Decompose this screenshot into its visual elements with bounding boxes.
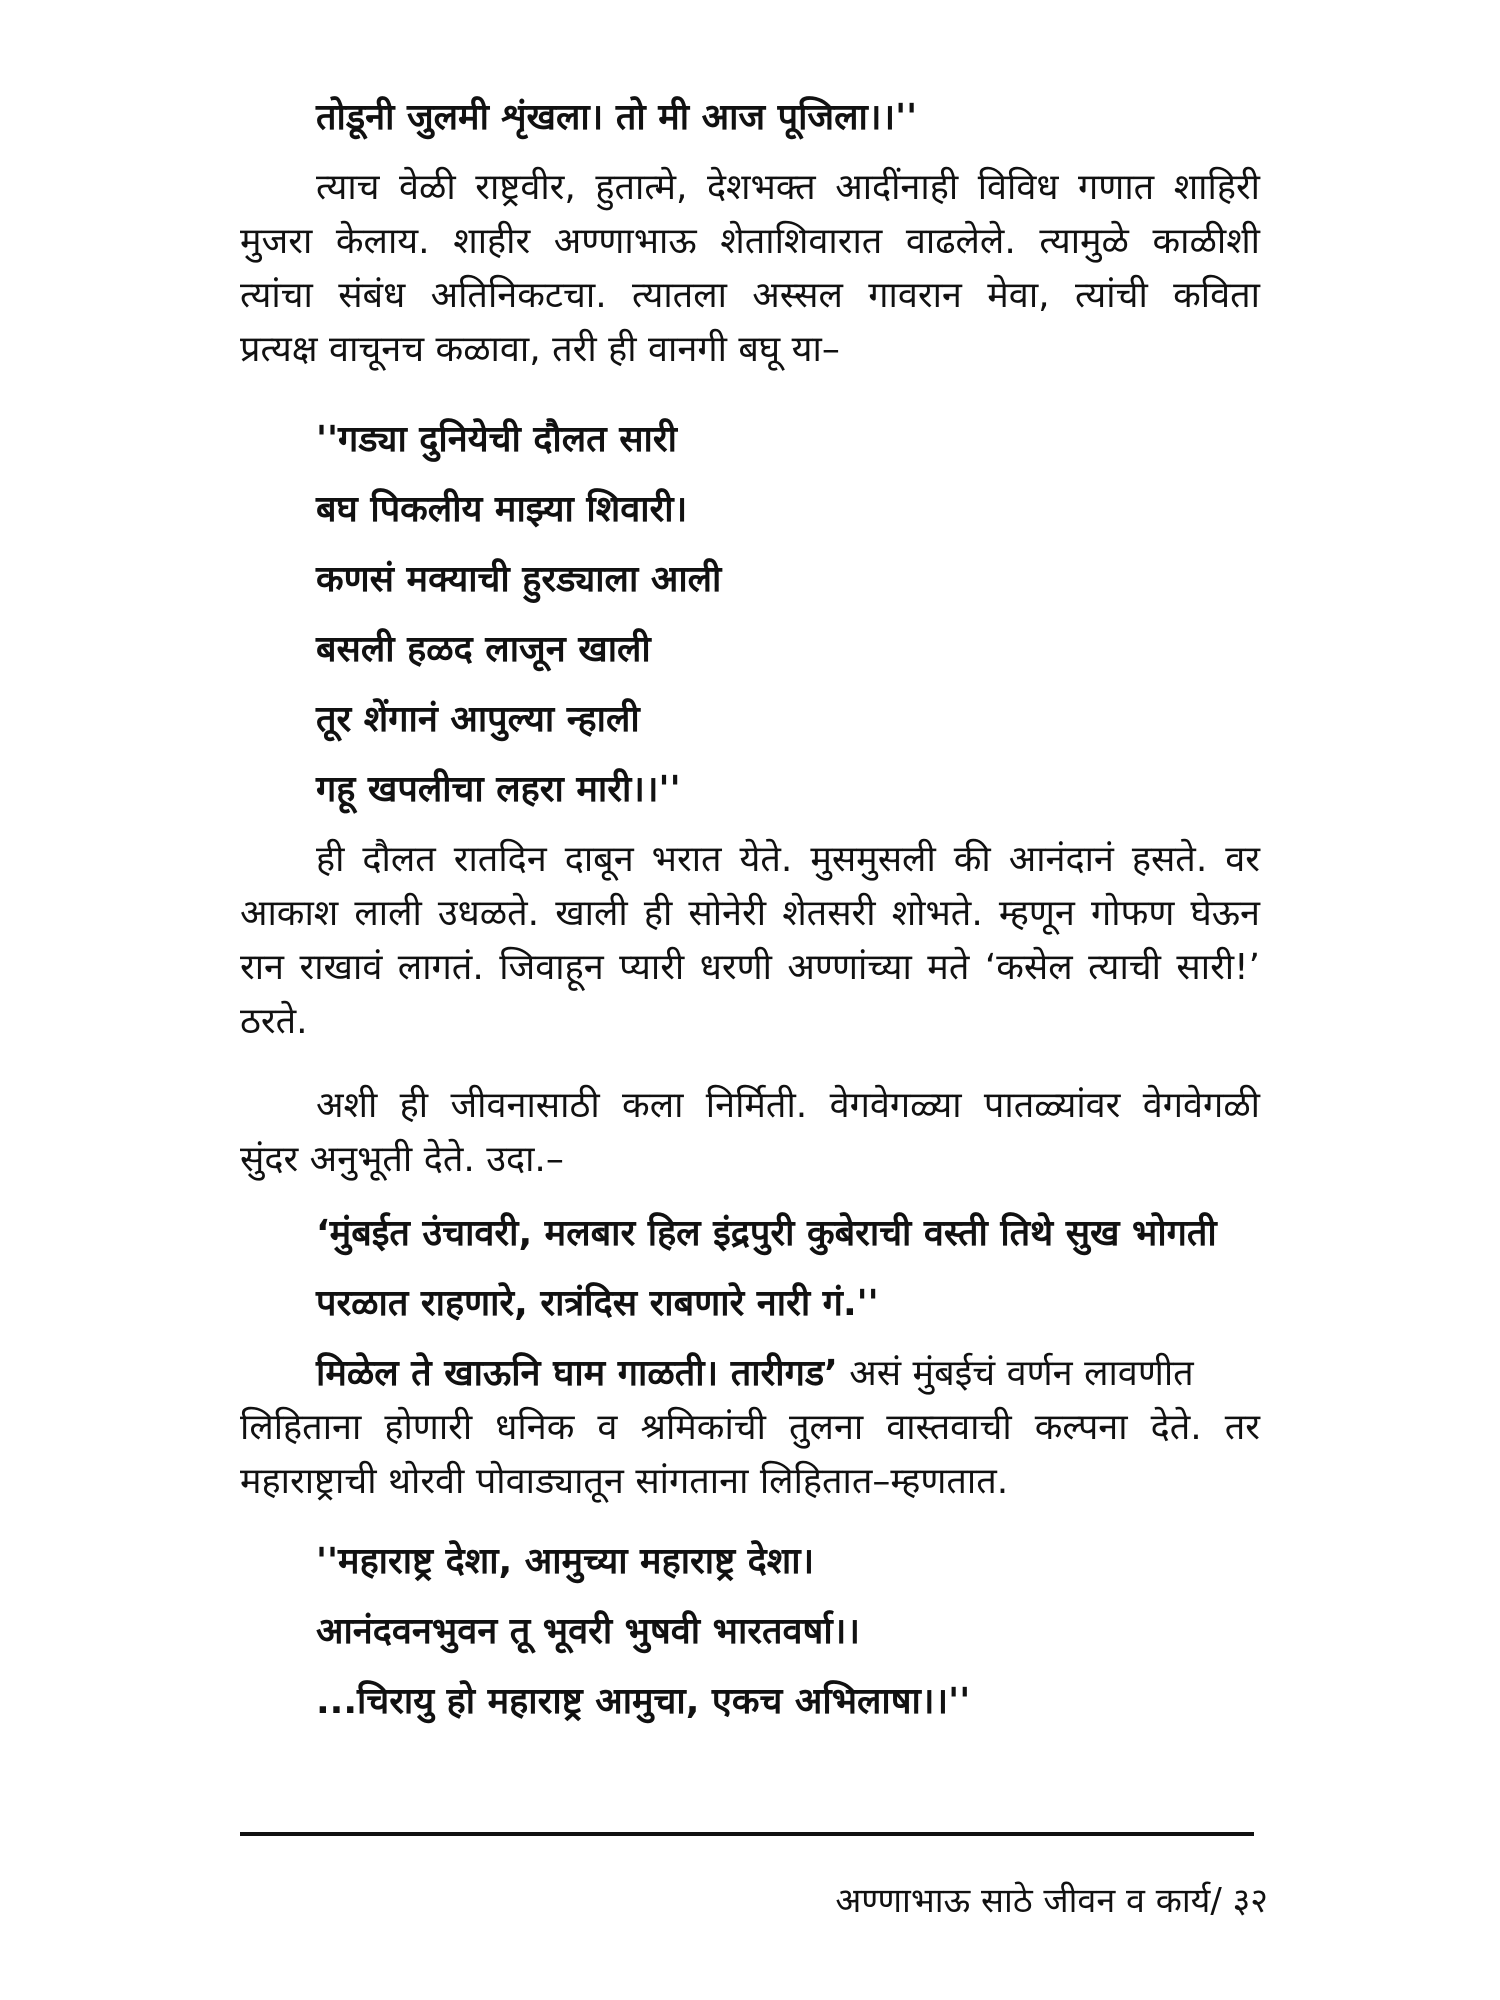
verse-line: तूर शेंगानं आपुल्या न्हाली bbox=[316, 699, 640, 740]
verse-line: बघ पिकलीय माझ्या शिवारी। bbox=[316, 489, 688, 530]
verse-line: ‘मुंबईत उंचावरी, मलबार हिल इंद्रपुरी कुबेराची वस्ती तिथे सुख भोगती bbox=[316, 1213, 1217, 1254]
paragraph-line: महाराष्ट्राची थोरवी पोवाड्यातून सांगताना लिहितात–म्हणतात. bbox=[240, 1461, 1009, 1502]
paragraph-line: सुंदर अनुभूती देते. उदा.– bbox=[240, 1139, 564, 1180]
verse-line: आनंदवनभुवन तू भूवरी भुषवी भारतवर्षा।। bbox=[316, 1611, 860, 1652]
inline-quote-bold: मिळेल ते खाऊनि घाम गाळती। तारीगड’ bbox=[316, 1353, 838, 1394]
verse-line: तोडूनी जुलमी शृंखला। तो मी आज पूजिला।।'' bbox=[316, 97, 918, 138]
paragraph-line: ही दौलत रातदिन दाबून भरात येते. मुसमुसली की आनंदानं हसते. वर bbox=[316, 839, 1260, 880]
verse-line: बसली हळद लाजून खाली bbox=[316, 629, 651, 670]
verse-line: ...चिरायु हो महाराष्ट्र आमुचा, एकच अभिलाषा।।'' bbox=[316, 1681, 971, 1722]
paragraph-line: रान राखावं लागतं. जिवाहून प्यारी धरणी अण्णांच्या मते ‘कसेल त्याची सारी!’ bbox=[240, 947, 1260, 988]
paragraph-line: त्यांचा संबंध अतिनिकटचा. त्यातला अस्सल गावरान मेवा, त्यांची कविता bbox=[240, 275, 1260, 316]
paragraph-line: ठरते. bbox=[240, 1001, 308, 1042]
page-footer: अण्णाभाऊ साठे जीवन व कार्य/ ३२ bbox=[835, 1881, 1268, 1921]
paragraph-line bbox=[316, 1352, 1260, 1396]
verse-line: ''महाराष्ट्र देशा, आमुच्या महाराष्ट्र देशा। bbox=[316, 1541, 815, 1582]
verse-line: गहू खपलीचा लहरा मारी।।'' bbox=[316, 769, 681, 810]
paragraph-line: प्रत्यक्ष वाचूनच कळावा, तरी ही वानगी बघू या– bbox=[240, 329, 840, 370]
paragraph-line: त्याच वेळी राष्ट्रवीर, हुतात्मे, देशभक्त आदींनाही विविध गणात शाहिरी bbox=[316, 167, 1260, 208]
verse-line: परळात राहणारे, रात्रंदिस राबणारे नारी गं.'' bbox=[316, 1283, 879, 1324]
paragraph-line: आकाश लाली उधळते. खाली ही सोनेरी शेतसरी शोभते. म्हणून गोफण घेऊन bbox=[240, 893, 1260, 934]
verse-line: कणसं मक्याची हुरड्याला आली bbox=[316, 559, 722, 600]
inline-text: असं मुंबईचं वर्णन लावणीत bbox=[837, 1353, 1194, 1394]
verse-line: ''गड्या दुनियेची दौलत सारी bbox=[316, 419, 677, 460]
paragraph-line: मुजरा केलाय. शाहीर अण्णाभाऊ शेताशिवारात वाढलेले. त्यामुळे काळीशी bbox=[240, 221, 1260, 262]
footer-divider bbox=[240, 1832, 1254, 1836]
paragraph-line: अशी ही जीवनासाठी कला निर्मिती. वेगवेगळ्या पातळ्यांवर वेगवेगळी bbox=[316, 1085, 1260, 1126]
paragraph-line: लिहिताना होणारी धनिक व श्रमिकांची तुलना वास्तवाची कल्पना देते. तर bbox=[240, 1407, 1260, 1448]
